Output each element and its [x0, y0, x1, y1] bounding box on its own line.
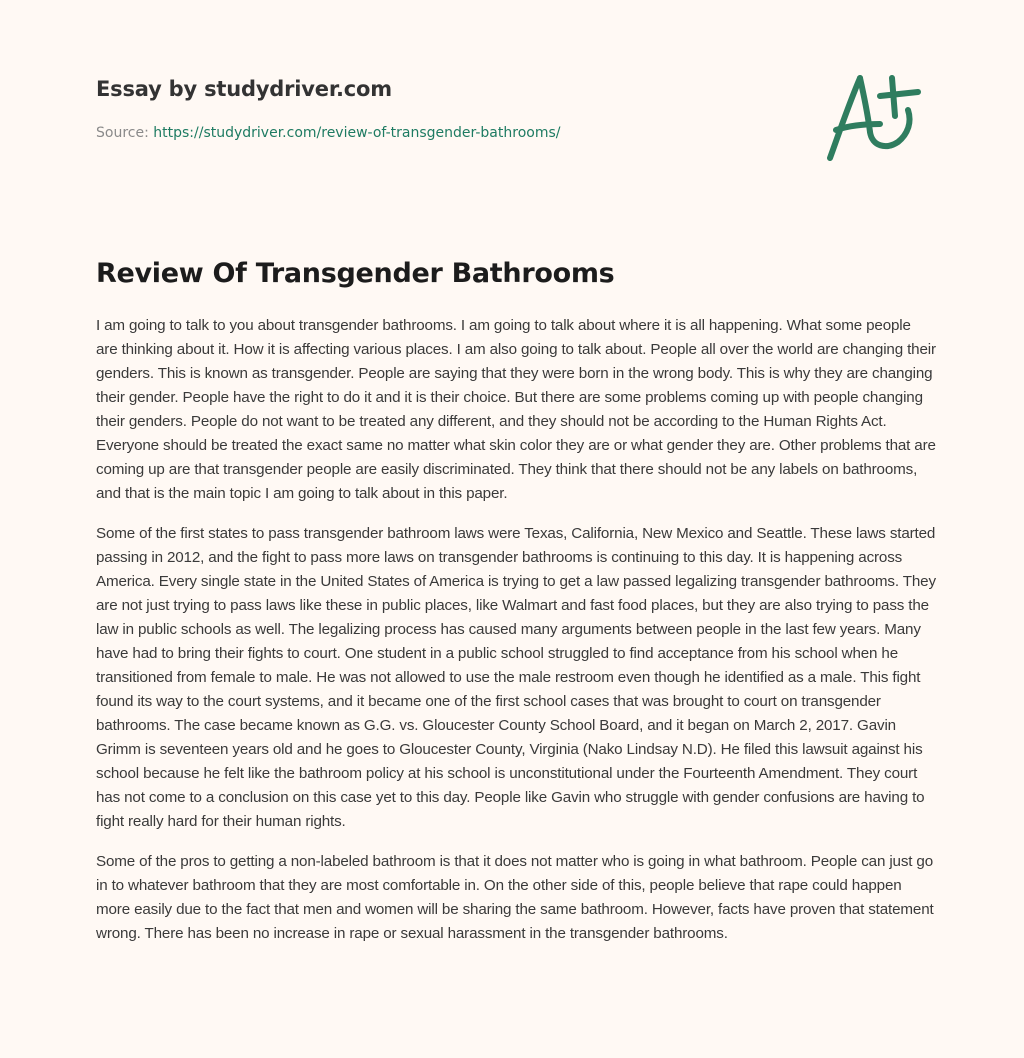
essay-paragraph: Some of the first states to pass transgender bathroom laws were Texas, California, New Mexico and Seattle. These laws started passing in 2012, and the fight to pass more laws on transgender bathrooms is continuing to this day. It is happening across America. Every single state in the United States of America is trying to get a law passed legalizing transgender bathrooms. They are not just trying to pass laws like these in public places, like Walmart and fast food places, but they are also trying to pass the law in public schools as well. The legalizing process has caused many arguments between people in the last few years. Many have had to bring their fights to court. One student in a public school struggled to find acceptance from his school when he transitioned from female to male. He was not allowed to use the male restroom even though he identified as a male. This fight found its way to the court systems, and it became one of the first school cases that was brought to court on transgender bathrooms. The case became known as G.G. vs. Gloucester County School Board, and it began on March 2, 2017. Gavin Grimm is seventeen years old and he goes to Gloucester County, Virginia (Nako Lindsay N.D). He filed this lawsuit against his school because he felt like the bathroom policy at his school is unconstitutional under the Fourteenth Amendment. They court has not come to a conclusion on this case yet to this day. People like Gavin who struggle with gender confusions are having to fight really hard for their human rights. — [96, 525, 936, 830]
site-title: Essay by studydriver.com — [96, 77, 392, 101]
essay-paragraph: Some of the pros to getting a non-labeled bathroom is that it does not matter who is going in what bathroom. People can just go in to whatever bathroom that they are most comfortable in. On the other side of this, people believe that rape could happen more easily due to the fact that men and women will be sharing the same bathroom. However, facts have proven that statement wrong. There has been no increase in rape or sexual harassment in the transgender bathrooms. — [96, 853, 934, 942]
source-line — [96, 123, 796, 143]
page-header — [96, 74, 796, 143]
a-plus-grade-icon — [820, 66, 930, 166]
source-label: Source: — [96, 125, 149, 141]
source-link[interactable]: https://studydriver.com/review-of-transgender-bathrooms/ — [153, 125, 561, 141]
essay-paragraph: I am going to talk to you about transgender bathrooms. I am going to talk about where it is all happening. What some people are thinking about it. How it is affecting various places. I am also going to talk about. People all over the world are changing their genders. This is known as transgender. People are saying that they were born in the wrong body. This is why they are changing their gender. People have the right to do it and it is their choice. But there are some problems coming up with people changing their genders. People do not want to be treated any different, and they should not be according to the Human Rights Act. Everyone should be treated the exact same no matter what skin color they are or what gender they are. Other problems that are coming up are that transgender people are easily discriminated. They think that there should not be any labels on bathrooms, and that is the main topic I am going to talk about in this paper. — [96, 317, 936, 502]
essay-title: Review Of Transgender Bathrooms — [96, 258, 615, 289]
essay-body — [96, 314, 936, 962]
